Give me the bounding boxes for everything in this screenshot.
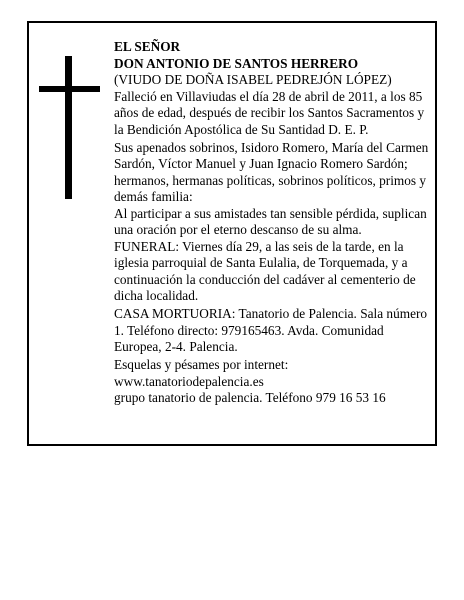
deceased-name: DON ANTONIO DE SANTOS HERRERO — [114, 55, 359, 71]
cross-horizontal-bar — [39, 86, 100, 92]
website-text: www.tanatoriodepalencia.es — [114, 373, 264, 389]
notice-text — [114, 39, 434, 407]
family-paragraph: Sus apenados sobrinos, Isidoro Romero, María del Carmen Sardón, Víctor Manuel y Juan Ignacio Romero Sardón; hermanos, hermanas políticas, sobrinos políticos, primos y demás familia: — [114, 139, 429, 204]
group-line: grupo tanatorio de palencia. Teléfono 979 16 53 16 — [114, 390, 386, 405]
widower-line: (VIUDO DE DOÑA ISABEL PEDREJÓN LÓPEZ) — [114, 72, 392, 87]
internet-label: Esquelas y pésames por internet: — [114, 357, 289, 372]
notice-heading: EL SEÑOR — [114, 39, 181, 54]
death-paragraph: Falleció en Villaviudas el día 28 de abril de 2011, a los 85 años de edad, después de recibir los Santos Sacramentos y la Bendición Apostólica de Su Santidad D. E. P. — [114, 88, 425, 137]
cross-vertical-bar — [65, 56, 72, 199]
request-paragraph: Al participar a sus amistades tan sensible pérdida, suplican una oración por el eterno descanso de su alma. — [114, 205, 427, 237]
funeral-paragraph: FUNERAL: Viernes día 29, a las seis de la tarde, en la iglesia parroquial de Santa Eulalia, de Torquemada, y a continuación la conducción del cadáver al cementerio de dicha localidad. — [114, 238, 416, 303]
mortuary-paragraph: CASA MORTUORIA: Tanatorio de Palencia. Sala número 1. Teléfono directo: 979165463. Avda. Comunidad Europea, 2-4. Palencia. — [114, 306, 428, 354]
cross-icon — [39, 56, 100, 199]
obituary-notice — [27, 21, 437, 446]
